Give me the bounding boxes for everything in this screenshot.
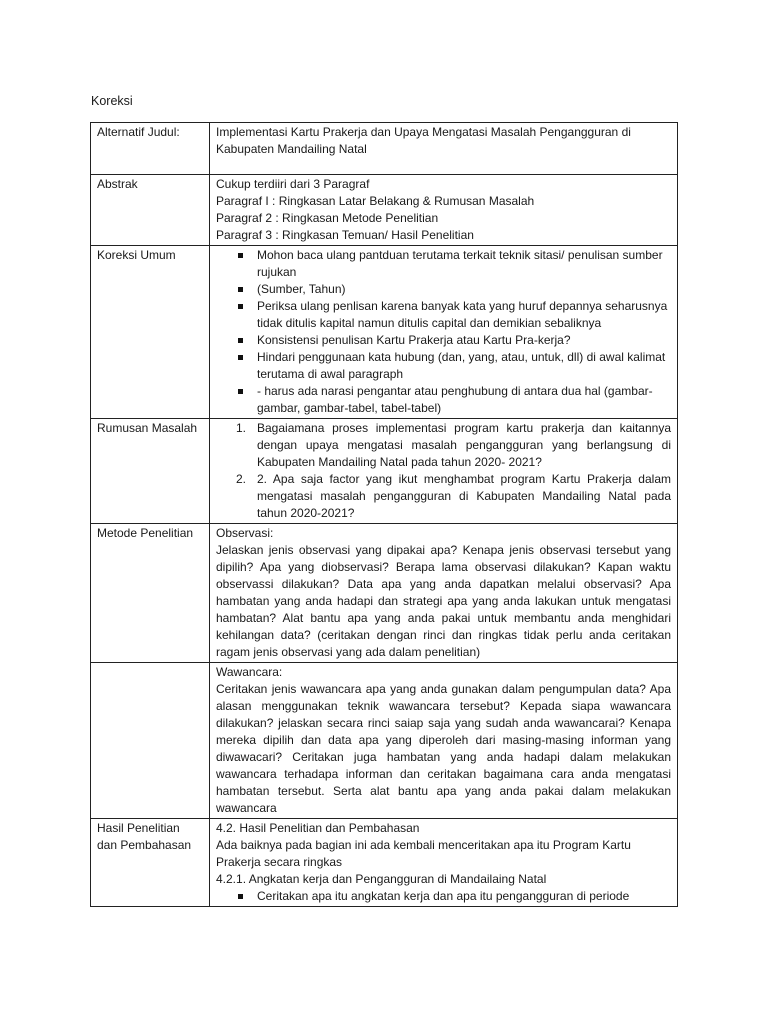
label-koreksi-umum: Koreksi Umum	[91, 246, 210, 419]
square-bullet-icon	[238, 287, 243, 292]
label-rumusan-masalah: Rumusan Masalah	[91, 419, 210, 524]
row-metode-wawancara	[91, 663, 678, 819]
list-item	[216, 281, 671, 298]
hasil-title: 4.2. Hasil Penelitian dan Pembahasan	[216, 821, 420, 835]
row-koreksi-umum	[91, 246, 678, 419]
abstrak-content	[210, 175, 678, 246]
koreksi-item-text: Periksa ulang penlisan karena banyak kata yang huruf depannya seharusnya tidak ditulis kapital namun ditulis capital dan demikian sebaliknya	[257, 299, 668, 330]
label-empty	[91, 663, 210, 819]
label-metode-penelitian: Metode Penelitian	[91, 524, 210, 663]
list-item	[216, 332, 671, 349]
list-item	[216, 298, 671, 332]
observasi-content	[210, 524, 678, 663]
label-hasil-penelitian	[91, 819, 210, 907]
list-number: 1.	[236, 421, 247, 435]
observasi-title: Observasi:	[216, 526, 274, 540]
label-alternatif-judul: Alternatif Judul:	[91, 123, 210, 175]
hasil-list	[216, 888, 671, 905]
koreksi-item-text: Hindari penggunaan kata hubung (dan, yang, atau, untuk, dll) di awal kalimat terutama di awal paragraph	[257, 350, 666, 381]
square-bullet-icon	[238, 389, 243, 394]
koreksi-content	[210, 246, 678, 419]
hasil-content	[210, 819, 678, 907]
koreksi-item-text: (Sumber, Tahun)	[257, 282, 346, 296]
list-item	[216, 888, 671, 905]
hasil-subtitle: 4.2.1. Angkatan kerja dan Pengangguran di Mandailaing Natal	[216, 872, 547, 886]
list-item	[216, 471, 671, 522]
abstrak-line: Paragraf 3 : Ringkasan Temuan/ Hasil Penelitian	[216, 228, 474, 242]
label-hasil-line: Hasil Penelitian	[97, 821, 180, 835]
row-alternatif-judul	[91, 123, 678, 175]
list-item	[216, 383, 671, 417]
hasil-intro: Ada baiknya pada bagian ini ada kembali menceritakan apa itu Program Kartu Prakerja secara ringkas	[216, 838, 631, 869]
page-heading: Koreksi	[91, 94, 133, 108]
rumusan-item-text: Bagaiamana proses implementasi program kartu prakerja dan kaitannya dengan upaya mengatasi masalah pengangguran yang berlangsung di Kabupaten Mandailing Natal pada tahun 2020- 2021?	[257, 421, 671, 469]
square-bullet-icon	[238, 894, 243, 899]
wawancara-text: Ceritakan jenis wawancara apa yang anda gunakan dalam pengumpulan data? Apa alasan menggunakan teknik wawancara tersebut? Kepada siapa wawancara dilakukan? jelaskan secara rinci saiap saja yang sudah anda wawancarai? Kenapa mereka dipilih dan data apa yang diperoleh dari masing-masing informan yang diwawacari? Ceritakan juga hambatan yang anda hadapi dalam melakukan wawancara terhadapa informan dan ceritakan bagaimana cara anda mengatasi hambatan tersebut. Serta alat bantu apa yang anda pakai dalam melakukan wawancara	[216, 682, 671, 815]
square-bullet-icon	[238, 304, 243, 309]
rumusan-item-text: 2. Apa saja factor yang ikut menghambat program Kartu Prakerja dalam mengatasi masalah pengangguran di Kabupaten Mandailing Natal pada tahun 2020-2021?	[257, 472, 671, 520]
abstrak-line: Paragraf 2 : Ringkasan Metode Penelitian	[216, 211, 439, 225]
square-bullet-icon	[238, 338, 243, 343]
judul-text: Implementasi Kartu Prakerja dan Upaya Mengatasi Masalah Pengangguran di Kabupaten Mandailing Natal	[210, 123, 678, 175]
rumusan-content	[210, 419, 678, 524]
correction-table	[90, 122, 678, 907]
koreksi-item-text: Mohon baca ulang pantduan terutama terkait teknik sitasi/ penulisan sumber rujukan	[257, 248, 663, 279]
label-abstrak: Abstrak	[91, 175, 210, 246]
list-item	[216, 349, 671, 383]
row-metode-observasi	[91, 524, 678, 663]
koreksi-item-text: Konsistensi penulisan Kartu Prakerja atau Kartu Pra-kerja?	[257, 333, 571, 347]
list-item	[216, 420, 671, 471]
rumusan-list	[216, 420, 671, 522]
square-bullet-icon	[238, 355, 243, 360]
koreksi-list	[216, 247, 671, 417]
list-item	[216, 247, 671, 281]
hasil-bullet-text: Ceritakan apa itu angkatan kerja dan apa itu pengangguran di periode	[257, 889, 630, 903]
list-number: 2.	[236, 472, 247, 486]
abstrak-line: Cukup terdiiri dari 3 Paragraf	[216, 177, 370, 191]
row-abstrak	[91, 175, 678, 246]
square-bullet-icon	[238, 253, 243, 258]
label-hasil-line: dan Pembahasan	[97, 838, 192, 852]
wawancara-content	[210, 663, 678, 819]
abstrak-line: Paragraf I : Ringkasan Latar Belakang & Rumusan Masalah	[216, 194, 535, 208]
wawancara-title: Wawancara:	[216, 665, 283, 679]
observasi-text: Jelaskan jenis observasi yang dipakai apa? Kenapa jenis observasi tersebut yang dipilih? Apa yang diobservasi? Berapa lama observasi dilakukan? Kapan waktu observassi dilakukan? Data apa yang anda dapatkan melalui observasi? Apa hambatan yang anda hadapi dan strategi apa yang anda lakukan untuk mengatasi hambatan? Alat bantu apa yang anda pakai untuk membantu anda menghidari kehilangan data? (ceritakan dengan rinci dan ringkas tidak perlu anda ceritakan ragam jenis observasi yang ada dalam penelitian)	[216, 543, 671, 659]
row-rumusan-masalah	[91, 419, 678, 524]
row-hasil-penelitian	[91, 819, 678, 907]
koreksi-item-text: - harus ada narasi pengantar atau penghubung di antara dua hal (gambar-gambar, gambar-tabel, tabel-tabel)	[257, 384, 653, 415]
